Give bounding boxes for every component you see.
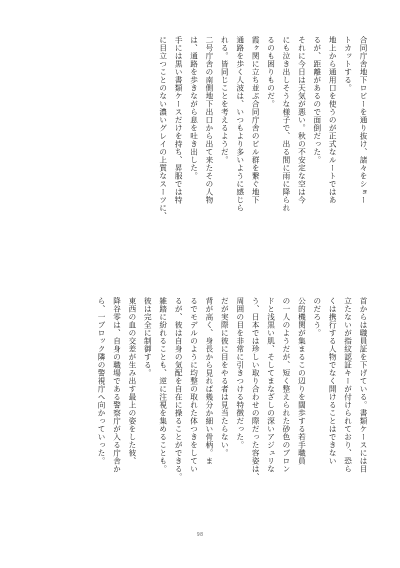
text-line: 背が高く、身長から見れば幾分か細い骨柄。ま [204,297,214,465]
text-line: 東西の血の交差が生み出す最上の姿をした彼、 [127,297,137,465]
text-line: 公的機関が集まるこの辺りを闊歩する若手職員 [297,297,307,465]
text-line: くは携行する人物でなく開けることはできない [328,297,338,465]
text-line: う、日本では珍しい取り合わせの際だった容姿は、 [251,297,261,481]
text-line: 通路を歩く人波は、いつもより多いように感じら [235,36,245,212]
text-line: るが、距離があるので面倒だった。 [312,36,322,164]
text-line: のだろう。 [312,297,322,337]
text-line: 二号庁舎の南側地下出口から出て来たその人物 [204,36,214,204]
text-line: 降谷零は、自身の職場である警察庁が入る庁舎か [112,297,122,473]
text-line: れる。皆同じことを考えるようだ。 [220,36,230,164]
text-line: ドと浅黒い肌、そしてまなざしの深いアジュリな [266,297,276,473]
text-line: 手には黒い書類ケースだけを持ち、昇服では特 [174,36,184,204]
text-line: に目立つことのない濃いグレイの上質なスーツに、 [158,36,168,220]
text-line: 霞ヶ関に立ち並ぶ合同庁舎のビル群を繋ぐ地下 [251,36,261,204]
text-line: 彼は完全に制御する。 [143,297,153,377]
upper-text-block [43,36,371,291]
text-line: だが実際に彼に目をやる者は見当たらない。 [220,297,230,457]
text-line: 合同庁舎地下ロビーを通り抜け、諸々をショー [359,36,368,204]
text-line: 雑踏に紛れることも、逆に注視を集めることも。 [158,297,168,473]
text-line: 立たないが指紋認証キーが付けられており、恐ら [343,297,353,473]
text-line: 周囲の目を非常に引きつける特徴だった。 [235,297,245,449]
text-line: にも泣き出しそうな様子で、出る間に雨に降られ [281,36,291,212]
text-line: それに今日は天気が悪い。秋の不安定な空は今 [297,36,307,204]
text-line: は、通路を歩きながら息を吐き出した。 [189,36,199,180]
text-line: るでモデルのように均整の取れた体つきをしてい [189,297,199,473]
page-number: 98 [196,532,204,538]
text-line: の一人のようだが、短く整えられた砂色のブロン [281,297,291,473]
text-line: 首からは職員証を下げている。書類ケースには目 [359,297,368,473]
text-line: 地上から通用口を使うのが正式なルートではあ [328,36,338,204]
text-line: トカットする。 [343,36,353,92]
text-line: るのも困りものだ。 [266,36,276,108]
lower-text-block [43,297,371,525]
text-line: るが、彼は自身の気配を自在に操ることができる。 [174,297,184,481]
text-line: ら、一ブロック隣の警視庁へ向かっていった。 [97,297,107,465]
